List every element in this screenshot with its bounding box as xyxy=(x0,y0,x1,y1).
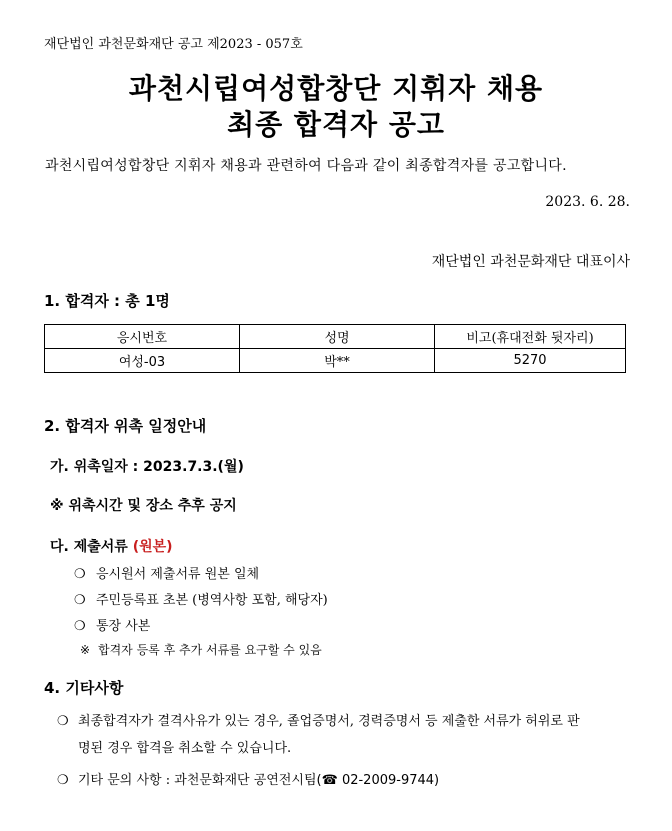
cell-note: 5270 xyxy=(435,349,626,373)
table-header-row xyxy=(45,325,626,349)
documents-label: 다. 제출서류 xyxy=(50,539,133,555)
notice-number: 재단법인 과천문화재단 공고 제2023 - 057호 xyxy=(44,37,303,52)
list-item xyxy=(74,589,328,608)
contact-phone: 02-2009-9744) xyxy=(337,773,440,788)
cancellation-notice xyxy=(57,710,580,729)
circle-bullet-icon: ❍ xyxy=(74,567,86,582)
announcement-date: 2023. 6. 28. xyxy=(545,194,630,210)
intro-text: 과천시립여성합창단 지휘자 채용과 관련하여 다음과 같이 최종합격자를 공고합니다. xyxy=(45,158,567,174)
list-item-text: 통장 사본 xyxy=(96,619,151,634)
documents-original-badge: (원본) xyxy=(132,539,173,555)
appointment-date: 가. 위촉일자 : 2023.7.3.(월) xyxy=(50,459,244,475)
documents-heading xyxy=(50,536,173,556)
circle-bullet-icon: ❍ xyxy=(74,593,86,608)
additional-docs-note xyxy=(80,641,322,658)
header-name: 성명 xyxy=(240,325,435,349)
section1-heading: 1. 합격자 : 총 1명 xyxy=(44,292,170,310)
note-text: 합격자 등록 후 추가 서류를 요구할 수 있음 xyxy=(98,643,322,657)
header-applicant-number: 응시번호 xyxy=(45,325,240,349)
table-row xyxy=(45,349,626,373)
contact-team: 과천문화재단 공연전시팀( xyxy=(174,773,322,788)
list-item-text: 응시원서 제출서류 원본 일체 xyxy=(96,567,260,582)
contact-prefix: 기타 문의 사항 : xyxy=(78,773,175,788)
header-note: 비고(휴대전화 뒷자리) xyxy=(435,325,626,349)
page-title-line2: 최종 합격자 공고 xyxy=(227,108,445,141)
cell-name: 박** xyxy=(240,349,435,373)
cancellation-text-line1: 최종합격자가 결격사유가 있는 경우, 졸업증명서, 경력증명서 등 제출한 서류가 허위로 판 xyxy=(78,714,580,729)
circle-bullet-icon: ❍ xyxy=(57,714,69,729)
list-item-text: 주민등록표 초본 (병역사항 포함, 해당자) xyxy=(96,593,328,608)
list-item xyxy=(74,563,259,582)
circle-bullet-icon: ❍ xyxy=(57,773,69,788)
signer: 재단법인 과천문화재단 대표이사 xyxy=(431,254,630,270)
page-title-line1: 과천시립여성합창단 지휘자 채용 xyxy=(128,72,544,105)
time-place-note: ※ 위촉시간 및 장소 추후 공지 xyxy=(50,498,237,514)
phone-icon: ☎ xyxy=(321,773,338,788)
circle-bullet-icon: ❍ xyxy=(74,619,86,634)
contact-info xyxy=(57,769,439,788)
note-mark-icon: ※ xyxy=(80,643,91,657)
cell-applicant-number: 여성-03 xyxy=(45,349,240,373)
section4-heading: 4. 기타사항 xyxy=(44,679,124,697)
result-table xyxy=(44,324,626,373)
cancellation-text-line2: 명된 경우 합격을 취소할 수 있습니다. xyxy=(78,741,292,756)
list-item xyxy=(74,615,150,634)
section2-heading: 2. 합격자 위촉 일정안내 xyxy=(44,417,207,435)
